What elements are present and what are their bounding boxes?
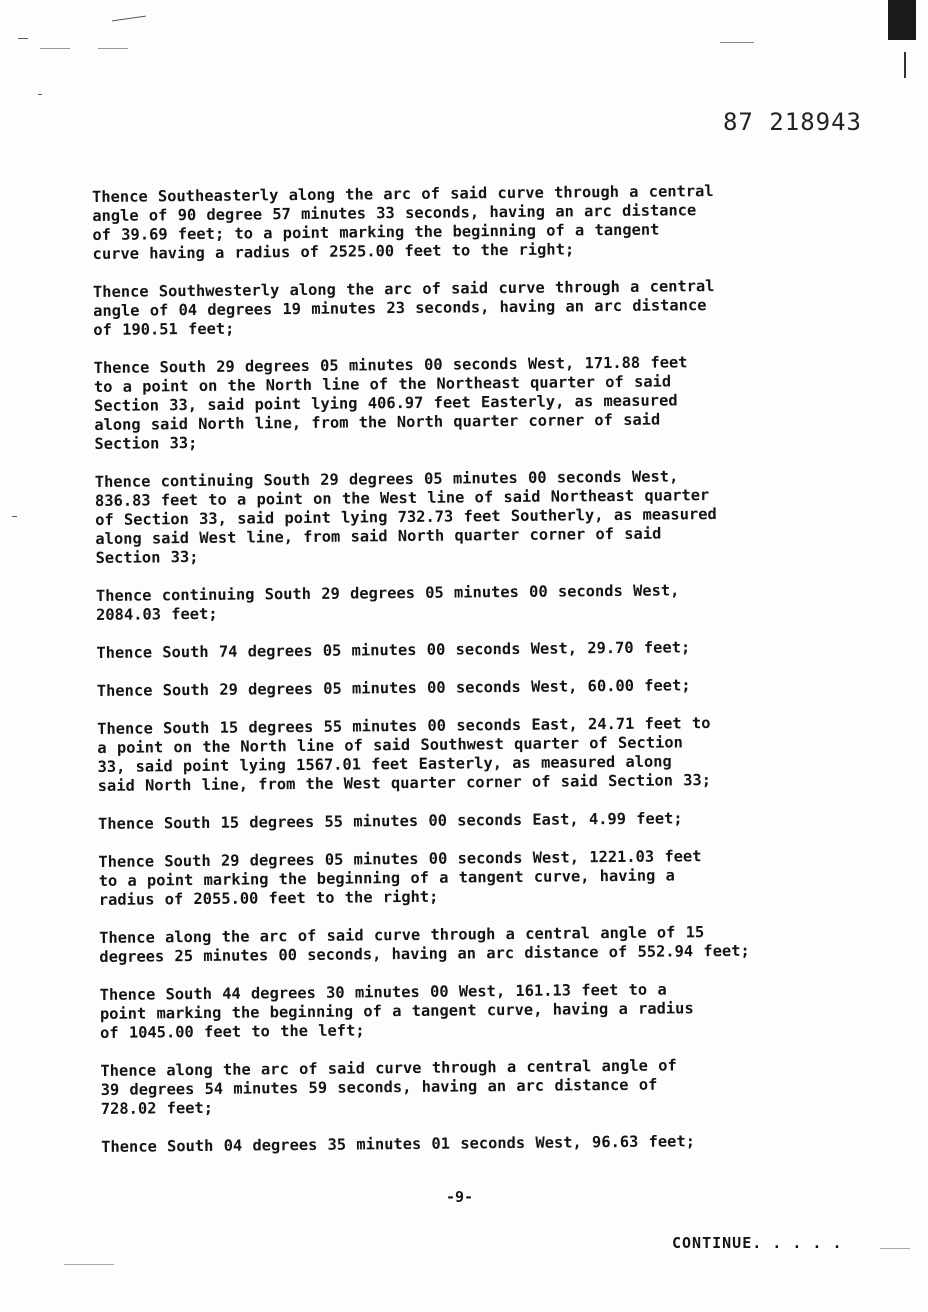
paragraph: Thence South 29 degrees 05 minutes 00 seconds West, 1221.03 feet to a point marking the beginning of a tangent curve, having a radius of 2055.00 feet to the right; [98,847,702,909]
paragraph: Thence South 29 degrees 05 minutes 00 seconds West, 60.00 feet; [96,676,691,700]
scan-speck [98,48,128,49]
scan-speck [38,94,42,95]
scan-speck [112,16,146,22]
scan-speck [12,516,17,517]
scan-speck [720,42,754,43]
paragraph: Thence Southeasterly along the arc of said curve through a central angle of 90 degree 57 minutes 33 seconds, having an arc distance of 39.69 feet; to a point marking the beginning of a tangent curve having a radius of 2525.00 feet to the right; [92,182,714,263]
scan-speck [18,38,28,39]
page-number: -9- [446,1188,474,1206]
paragraph: Thence South 44 degrees 30 minutes 00 West, 161.13 feet to a point marking the beginning of a tangent curve, having a radius of 1045.00 feet to the left; [99,980,694,1042]
recording-number: 87 218943 [722,108,862,136]
paragraph: Thence along the arc of said curve through a central angle of 39 degrees 54 minutes 59 seconds, having an arc distance of 728.02 feet; [100,1056,677,1118]
paragraph: Thence South 04 degrees 35 minutes 01 seconds West, 96.63 feet; [101,1132,696,1156]
legal-description-body [92,181,851,1176]
scan-edge-mark [888,0,916,40]
paragraph: Thence along the arc of said curve through a central angle of 15 degrees 25 minutes 00 seconds, having an arc distance of 552.94 feet; [99,923,750,966]
scan-speck [64,1264,114,1265]
scan-speck [40,48,70,49]
paragraph: Thence South 29 degrees 05 minutes 00 seconds West, 171.88 feet to a point on the North line of the Northeast quarter of said Section 33, said point lying 406.97 feet Easterly, as measured along said North line, from the North quarter corner of said Section 33; [93,353,688,453]
paragraph: Thence South 15 degrees 55 minutes 00 seconds East, 4.99 feet; [98,809,683,833]
paragraph: Thence continuing South 29 degrees 05 minutes 00 seconds West, 836.83 feet to a point on the West line of said Northeast quarter of Section 33, said point lying 732.73 feet Southerly, as measured along said West line, from said North quarter corner of said Section 33; [94,467,717,567]
scan-edge-tick [904,52,906,78]
paragraph: Thence South 74 degrees 05 minutes 00 seconds West, 29.70 feet; [96,638,691,662]
continue-label: CONTINUE. . . . . [672,1234,843,1252]
paragraph: Thence Southwesterly along the arc of said curve through a central angle of 04 degrees 19 minutes 23 seconds, having an arc distance of 190.51 feet; [92,277,715,339]
paragraph: Thence South 15 degrees 55 minutes 00 seconds East, 24.71 feet to a point on the North line of said Southwest quarter of Section 33, said point lying 1567.01 feet Easterly, as measured along said North line, from the West quarter corner of said Section 33; [97,714,712,795]
paragraph: Thence continuing South 29 degrees 05 minutes 00 seconds West, 2084.03 feet; [95,581,680,624]
scan-speck [880,1248,910,1249]
